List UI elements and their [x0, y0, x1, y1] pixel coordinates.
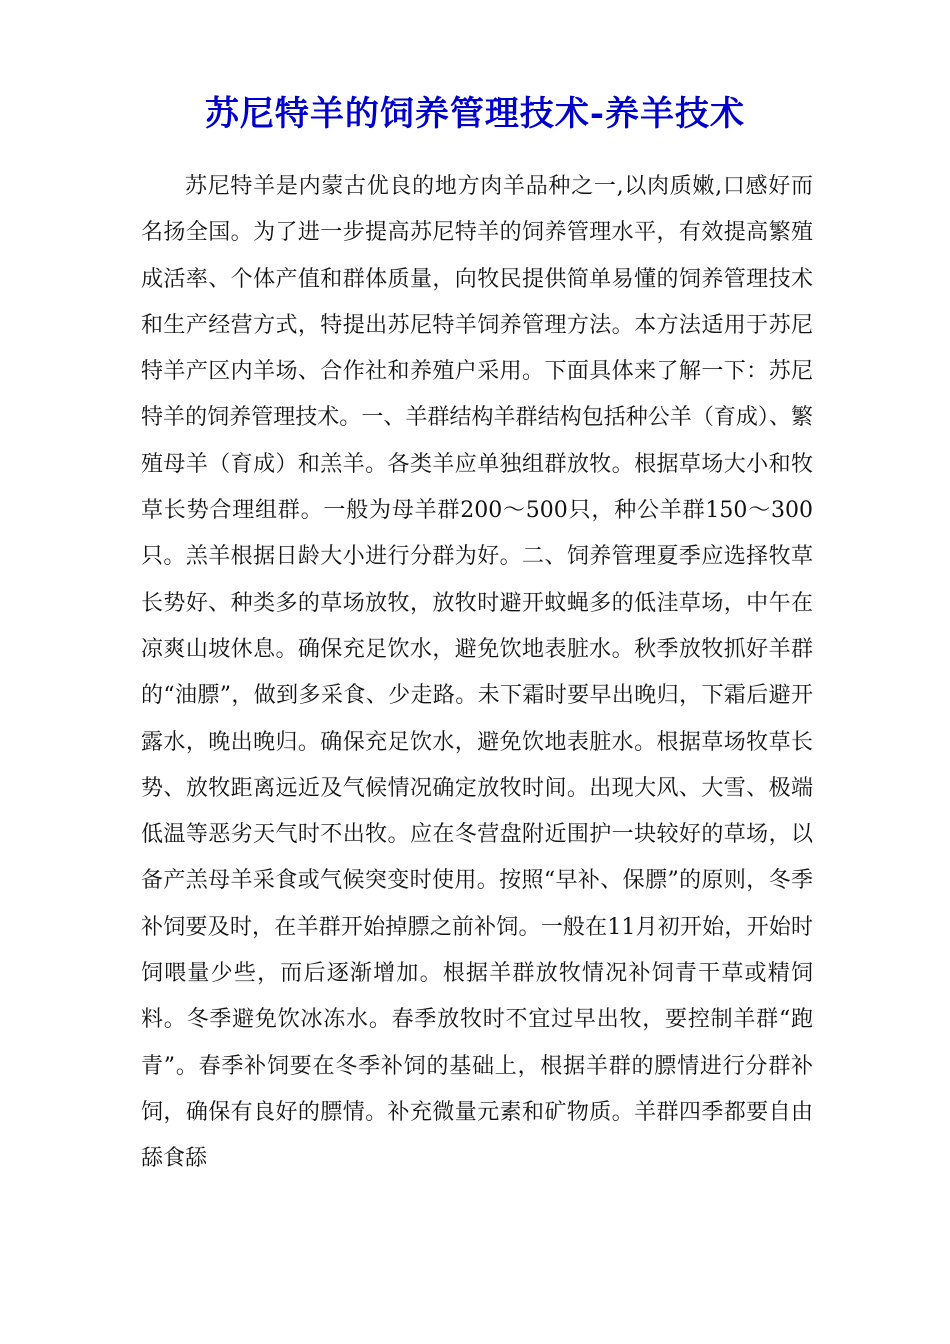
document-title: 苏尼特羊的饲养管理技术-养羊技术	[204, 94, 746, 134]
document-paragraph: 苏尼特羊是内蒙古优良的地方肉羊品种之一,以肉质嫩,口感好而名扬全国。为了进一步提高苏尼特羊的饲养管理水平，有效提高繁殖成活率、个体产值和群体质量，向牧民提供简单易懂的饲养管理技术和生产经营方式，特提出苏尼特羊饲养管理方法。本方法适用于苏尼特羊产区内羊场、合作社和养殖户采用。下面具体来了解一下：苏尼特羊的饲养管理技术。一、羊群结构羊群结构包括种公羊（育成）、繁殖母羊（育成）和羔羊。各类羊应单独组群放牧。根据草场大小和牧草长势合理组群。一般为母羊群200～500只，种公羊群150～300只。羔羊根据日龄大小进行分群为好。二、饲养管理夏季应选择牧草长势好、种类多的草场放牧，放牧时避开蚊蝇多的低洼草场，中午在凉爽山坡休息。确保充足饮水，避免饮地表脏水。秋季放牧抓好羊群的“油膘”，做到多采食、少走路。未下霜时要早出晚归，下霜后避开露水，晚出晚归。确保充足饮水，避免饮地表脏水。根据草场牧草长势、放牧距离远近及气候情况确定放牧时间。出现大风、大雪、极端低温等恶劣天气时不出牧。应在冬营盘附近围护一块较好的草场，以备产羔母羊采食或气候突变时使用。按照“早补、保膘”的原则，冬季补饲要及时，在羊群开始掉膘之前补饲。一般在11月初开始，开始时饲喂量少些，而后逐渐增加。根据羊群放牧情况补饲青干草或精饲料。冬季避免饮冰冻水。春季放牧时不宜过早出牧，要控制羊群“跑青”。春季补饲要在冬季补饲的基础上，根据羊群的膘情进行分群补饲，确保有良好的膘情。补充微量元素和矿物质。羊群四季都要自由舔食舔	[141, 174, 813, 1172]
